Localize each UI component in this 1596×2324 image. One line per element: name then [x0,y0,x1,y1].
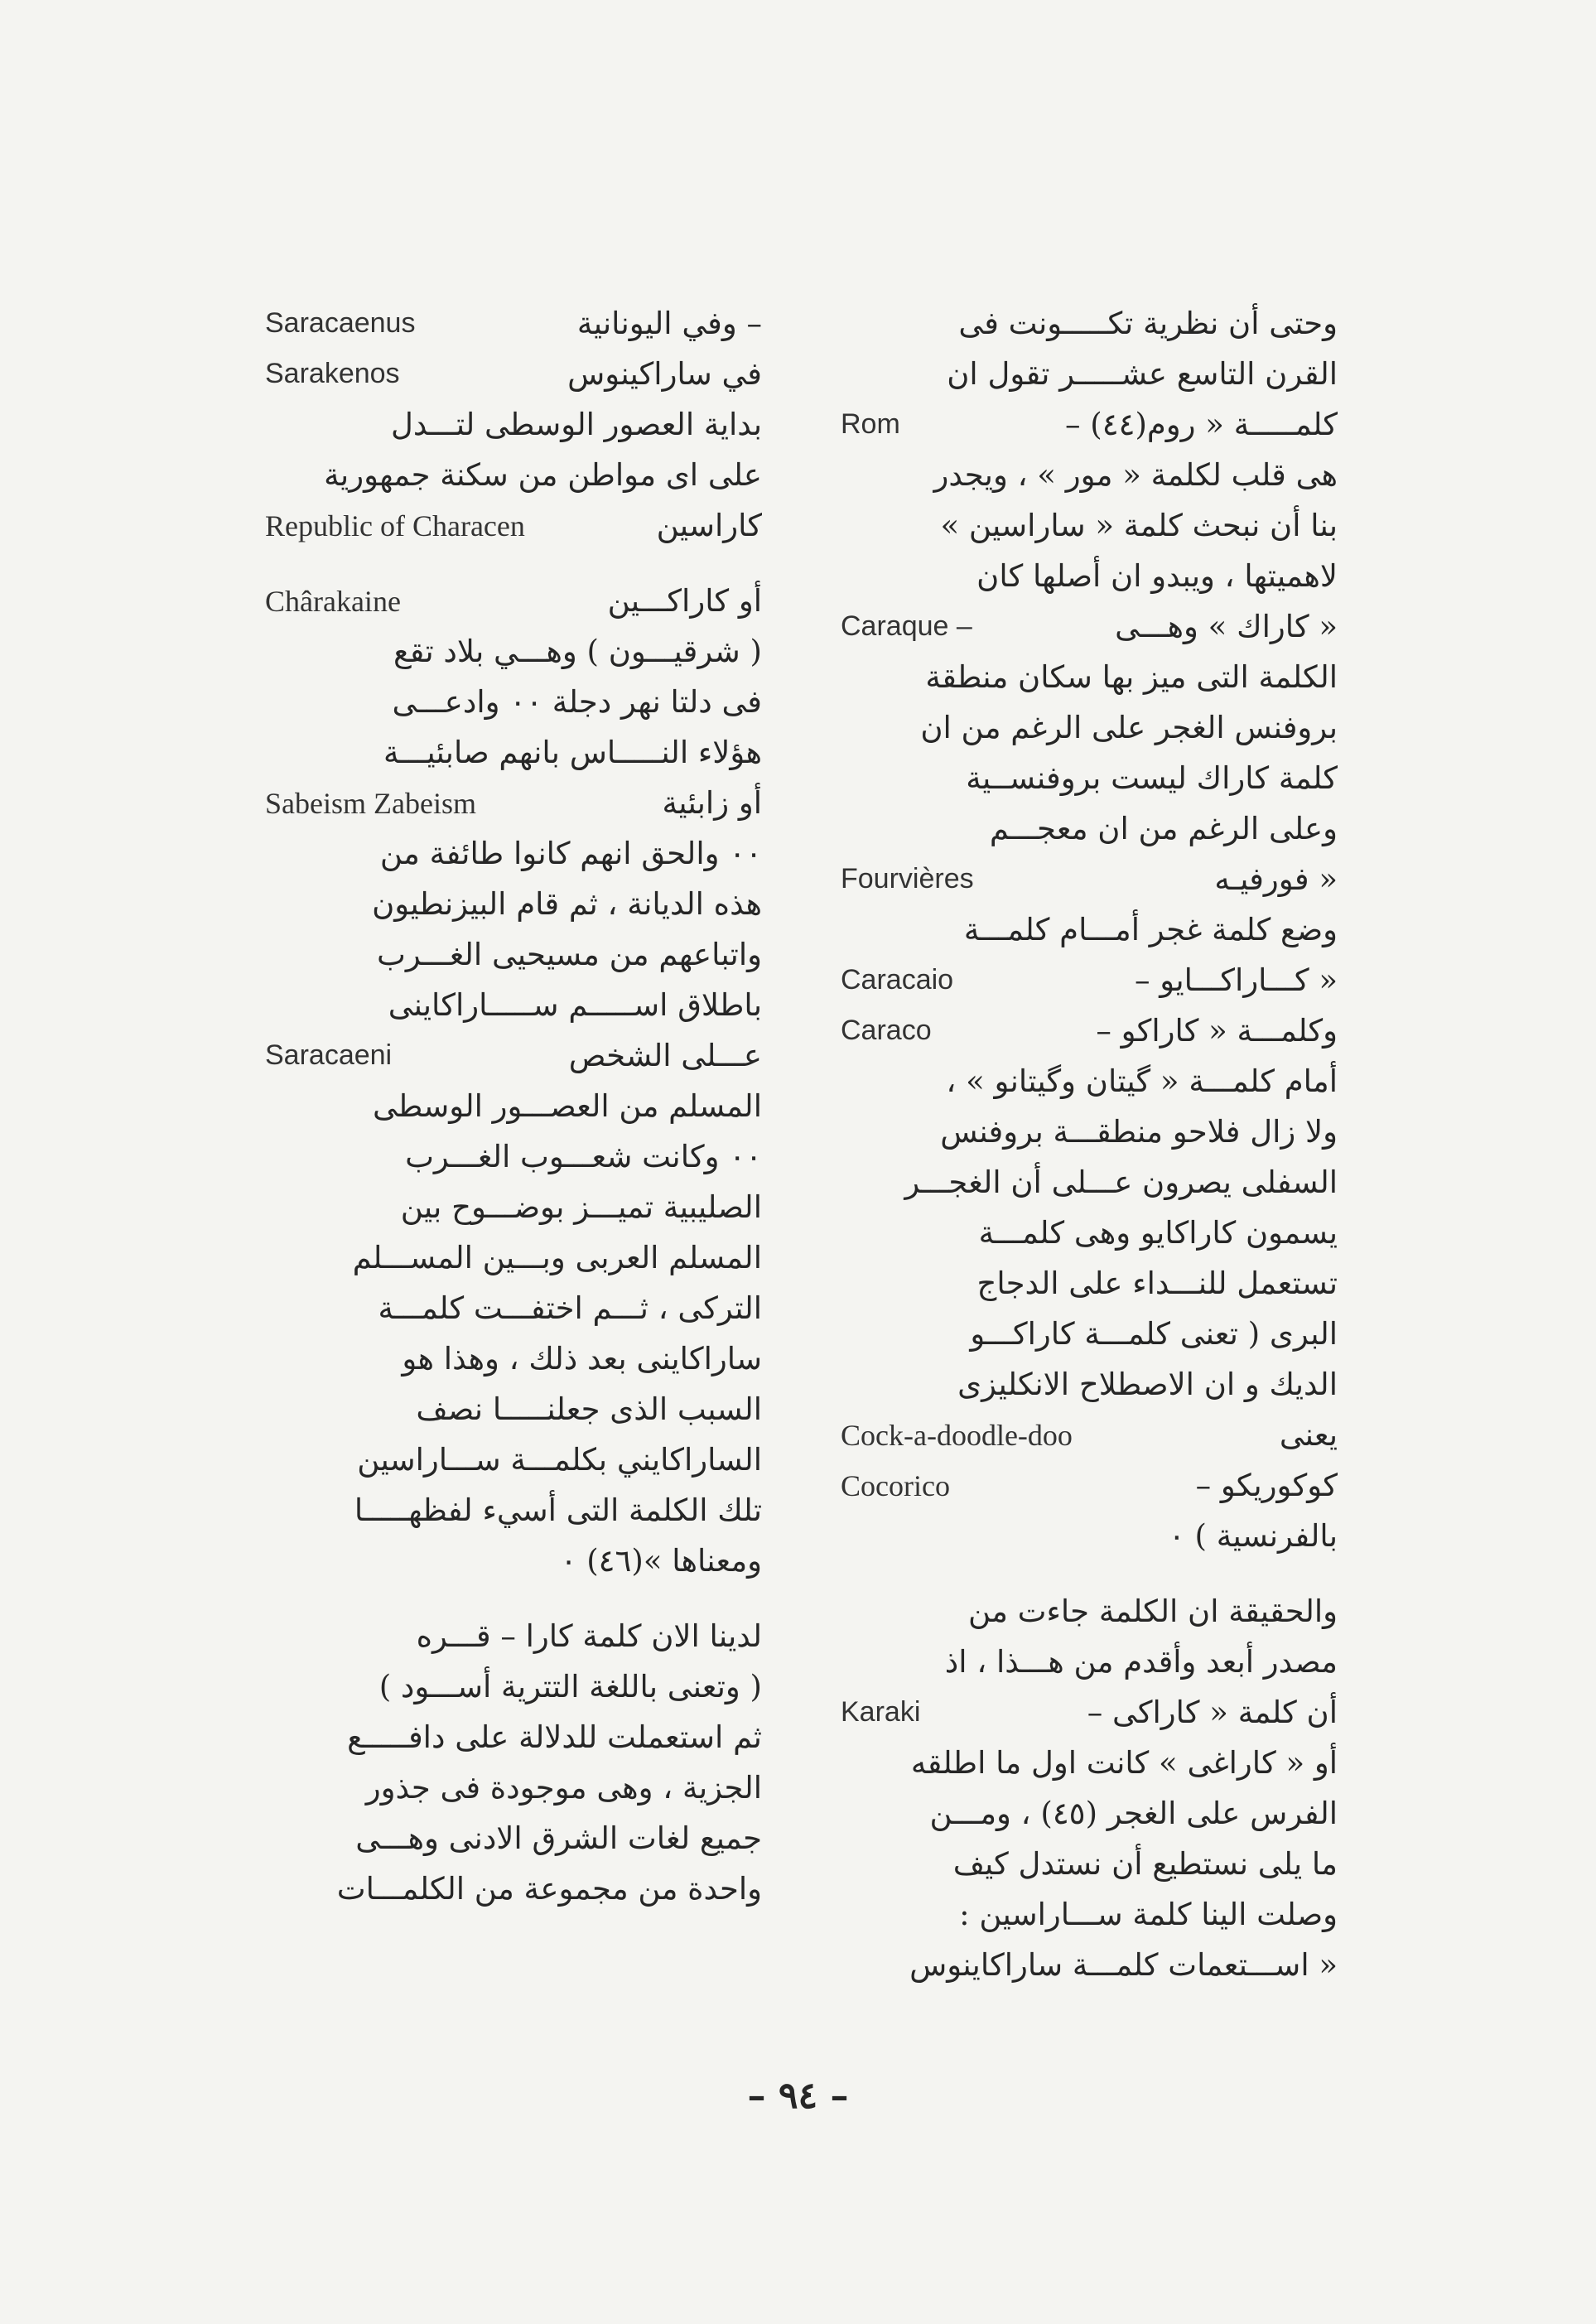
arabic-text: التركى ، ثـــم اختفـــت كلمـــة [378,1290,762,1326]
arabic-text: أمام كلمـــة « گيتان وگيتانو » ، [946,1063,1338,1099]
arabic-text: تلك الكلمة التى أسيء لفظهـــــا [354,1492,762,1528]
text-line [265,349,762,399]
text-line [841,1738,1338,1788]
arabic-text: ( وتعنى باللغة التترية أســـود ) [379,1669,762,1704]
text-line [265,677,762,727]
arabic-text: « فورفيـه [1214,861,1338,897]
arabic-text: الفرس على الغجر (٤٥) ، ومـــن [929,1796,1338,1831]
arabic-text: وعلى الرغم من ان معجـــم [989,811,1338,846]
text-line [265,1131,762,1182]
arabic-text: وكلمـــة « كاراكو – [1096,1013,1338,1049]
arabic-text: كوكوريكو – [1195,1468,1338,1503]
text-line [265,399,762,450]
arabic-text: ثم استعملت للدلالة على دافـــــع [347,1719,762,1755]
arabic-text: « كـــاراكـــايو – [1134,962,1338,998]
arabic-text: تستعمل للنـــداء على الدجاج [976,1266,1338,1301]
arabic-text: لاهميتها ، ويبدو ان أصلها كان [976,558,1338,594]
text-line [841,1687,1338,1738]
arabic-text: ساراكاينى بعد ذلك ، وهذا هو [402,1341,762,1377]
arabic-text: باطلاق اســـــم ســـــاراكاينى [388,987,762,1023]
arabic-text: ( شرقيـــون ) وهـــي بلاد تقع [393,634,762,669]
arabic-text: بالفرنسية ) ٠ [1168,1518,1338,1554]
text-line [841,1839,1338,1889]
text-line [841,1940,1338,1990]
latin-term: Karaki [841,1696,921,1728]
arabic-text: واتباعهم من مسيحيى الغـــرب [377,937,762,972]
text-line [265,1232,762,1283]
text-line [841,1056,1338,1107]
arabic-text: وصلت الينا كلمة ســـاراسين : [959,1897,1338,1932]
text-line [265,1384,762,1434]
latin-term: Caracaio [841,964,954,996]
text-line [841,904,1338,955]
arabic-text: ومعناها »(٤٦) ٠ [560,1543,762,1579]
arabic-text: ٠٠ وكانت شعـــوب الغـــرب [405,1139,762,1174]
text-line [841,551,1338,601]
text-line [841,601,1338,652]
text-line [265,1182,762,1232]
text-line [841,349,1338,399]
page-number: – ٩٤ – [747,2075,849,2117]
text-line [265,1611,762,1661]
text-line [265,980,762,1030]
text-line [841,1107,1338,1157]
arabic-text: مصدر أبعد وأقدم من هـــذا ، اذ [944,1644,1338,1680]
arabic-text: هؤلاء النـــــاس بانهم صابئيـــة [383,735,762,770]
text-line [841,803,1338,854]
latin-term: Republic of Characen [265,509,525,542]
arabic-text: واحدة من مجموعة من الكلمـــات [336,1871,762,1907]
text-line [265,1283,762,1333]
text-line [841,1309,1338,1359]
arabic-text: يعنى [1279,1417,1338,1453]
text-line [841,702,1338,753]
arabic-text: عـــلى الشخص [568,1038,762,1073]
arabic-text: المسلم العربى وبـــين المســـلم [352,1240,762,1275]
arabic-text: الديك و ان الاصطلاح الانكليزى [957,1367,1338,1402]
latin-term: Cock-a-doodle-doo [841,1418,1073,1452]
arabic-text: ٠٠ والحق انهم كانوا طائفة من [379,836,762,871]
text-line [265,450,762,500]
arabic-text: على اى مواطن من سكنة جمهورية [324,457,762,493]
text-line [265,626,762,677]
latin-term: Saracaenus [265,307,416,339]
arabic-text: الجزية ، وهى موجودة فى جذور [365,1770,762,1806]
arabic-text: البرى ( تعنى كلمـــة كاراكـــو [970,1316,1338,1352]
text-line [841,1586,1338,1637]
arabic-text: أو زابئية [662,785,762,821]
arabic-text: يسمون كاراكايو وهى كلمـــة [978,1215,1338,1251]
text-line [841,1157,1338,1208]
arabic-text: ولا زال فلاحو منطقـــة بروفنس [940,1114,1338,1150]
text-line [841,1005,1338,1056]
text-line [841,500,1338,551]
text-line [841,1460,1338,1511]
arabic-text: كلمة كاراك ليست بروفنســية [966,760,1338,796]
arabic-text: الكلمة التى ميز بها سكان منطقة [925,659,1338,695]
arabic-text: السبب الذى جعلنـــــا نصف [416,1391,762,1427]
text-line [841,1410,1338,1460]
arabic-text: أو « كاراغى » كانت اول ما اطلقه [910,1745,1338,1781]
latin-term: Rom [841,408,900,440]
text-line [841,753,1338,803]
text-line [265,1712,762,1762]
arabic-text: فى دلتا نهر دجلة ٠٠ وادعـــى [392,684,762,720]
latin-term: Cocorico [841,1468,950,1502]
arabic-text: الساراكايني بكلمـــة ســـاراسين [357,1442,762,1478]
text-line [265,778,762,828]
text-line [841,1208,1338,1258]
text-line [265,828,762,879]
text-line [841,450,1338,500]
text-line [841,652,1338,702]
arabic-text: – وفي اليونانية [576,306,762,341]
text-line [265,879,762,929]
text-line [265,1762,762,1813]
arabic-text: جميع لغات الشرق الادنى وهـــى [355,1820,762,1856]
latin-term: Sabeism Zabeism [265,786,476,820]
text-line [265,500,762,551]
right-text-column [841,298,1338,2071]
text-line [841,854,1338,904]
arabic-text: « كاراك » وهـــى [1115,609,1338,644]
text-line [265,1333,762,1384]
text-line [265,1864,762,1914]
text-line [265,1536,762,1586]
latin-term: Saracaeni [265,1039,393,1071]
latin-term: Caraco [841,1015,932,1046]
arabic-text: كاراسين [656,508,762,543]
arabic-text: المسلم من العصـــور الوسطى [373,1088,762,1124]
arabic-text: هذه الديانة ، ثم قام البيزنطيون [372,886,762,922]
arabic-text: بروفنس الغجر على الرغم من ان [920,710,1338,745]
arabic-text: أو كاراكـــين [607,583,762,619]
text-line [841,1511,1338,1561]
text-line [265,576,762,626]
latin-term: Sarakenos [265,358,400,389]
arabic-text: « اســـتعمات كلمـــة ساراكاينوس [909,1947,1338,1983]
text-line [841,1637,1338,1687]
latin-term: Fourvières [841,863,974,894]
arabic-text: الصليبية تميـــز بوضـــوح بين [400,1189,762,1225]
arabic-text: بداية العصور الوسطى لتـــدل [390,407,762,442]
text-line [265,1813,762,1864]
arabic-text: ما يلى نستطيع أن نستدل كيف [952,1846,1338,1882]
text-line [841,298,1338,349]
text-line [265,1661,762,1712]
arabic-text: أن كلمة « كاراكى – [1087,1695,1338,1730]
arabic-text: في ساراكينوس [567,356,762,392]
text-line [841,399,1338,450]
arabic-text: السفلى يصرون عـــلى أن الغجـــر [904,1164,1338,1200]
arabic-text: بنا أن نبحث كلمة « ساراسين » [940,508,1338,543]
arabic-text: كلمـــــة « روم(٤٤) – [1065,407,1338,442]
text-line [265,929,762,980]
text-line [841,1258,1338,1309]
arabic-text: والحقيقة ان الكلمة جاءت من [967,1594,1338,1629]
text-line [265,1081,762,1131]
arabic-text: وضع كلمة غجر أمـــام كلمـــة [963,912,1338,947]
text-line [841,1889,1338,1940]
arabic-text: هى قلب لكلمة « مور » ، ويجدر [933,457,1338,493]
arabic-text: القرن التاسع عشـــــر تقول ان [947,356,1338,392]
text-line [265,727,762,778]
arabic-text: وحتى أن نظرية تكـــــونت فى [958,306,1338,341]
arabic-text: لدينا الان كلمة كارا – قـــره [416,1618,762,1654]
left-text-column [265,298,762,2071]
latin-term: Chârakaine [265,584,401,618]
text-line [841,1359,1338,1410]
text-line [265,1485,762,1536]
text-line [265,1434,762,1485]
text-line [841,955,1338,1005]
latin-term: Caraque – [841,610,972,642]
text-line [841,1788,1338,1839]
text-line [265,1030,762,1081]
text-line [265,298,762,349]
